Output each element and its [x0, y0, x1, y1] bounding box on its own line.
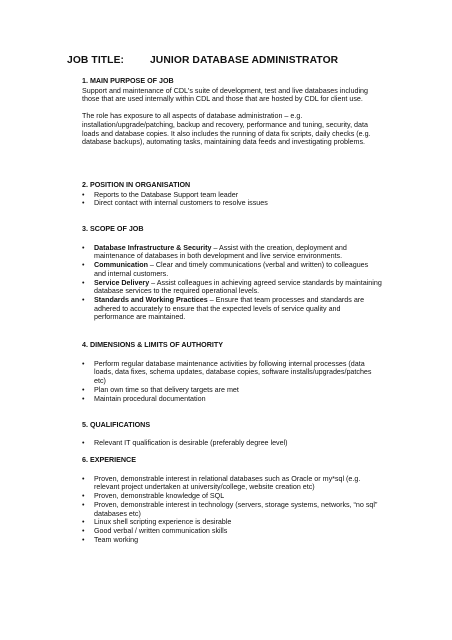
list-item: • Perform regular database maintenance activities by following internal processes (data loads, data fixes, schema updates, database copies, software installs/upgrades/patches etc) — [82, 360, 382, 386]
list-item: • Maintain procedural documentation — [82, 395, 382, 404]
item-text: – Assist colleagues in achieving agreed service standards by maintaining database services to the required operational levels. — [94, 278, 382, 296]
paragraph: The role has exposure to all aspects of database administration – e.g. installation/upgrade/patching, backup and recovery, performance and tuning, security, data loads and database copies. It also includes the running of data fix scripts, daily checks (e.g. database backups), automating tasks, maintaining data feeds and investigating problems. — [82, 112, 371, 147]
item-text: – Assist with the creation, deployment and maintenance of databases in both development and live service environments. — [94, 243, 347, 261]
list-item — [82, 279, 382, 296]
section-heading: 4. DIMENSIONS & LIMITS OF AUTHORITY — [82, 341, 223, 349]
job-title-label: JOB TITLE: — [67, 55, 125, 66]
section-experience — [82, 456, 382, 544]
item-title: Communication — [94, 261, 148, 270]
section-heading: 3. SCOPE OF JOB — [82, 225, 144, 233]
job-title-value: JUNIOR DATABASE ADMINISTRATOR — [149, 55, 339, 66]
section-heading: 6. EXPERIENCE — [82, 456, 136, 464]
list-item: • Reports to the Database Support team leader — [82, 191, 382, 200]
list-item: • Good verbal / written communication skills — [82, 527, 382, 536]
item-text: – Clear and timely communications (verbal and written) to colleagues and internal customers. — [94, 261, 369, 278]
section-heading: 2. POSITION IN ORGANISATION — [82, 181, 191, 189]
item-title: Database Infrastructure & Security — [94, 243, 212, 252]
item-title: Service Delivery — [94, 278, 150, 287]
list-item — [82, 296, 382, 322]
list-item: • Plan own time so that delivery targets are met — [82, 386, 382, 395]
list-item: • Proven, demonstrable knowledge of SQL — [82, 492, 382, 501]
list-item: • Relevant IT qualification is desirable (preferably degree level) — [82, 439, 382, 448]
item-text: – Ensure that team processes and standards are adhered to accurately to ensure that the expected levels of service quality and performance are maintained. — [94, 295, 365, 322]
job-title-row — [67, 55, 338, 66]
section-position — [82, 181, 382, 208]
list-item: • Team working — [82, 536, 382, 545]
section-heading: 5. QUALIFICATIONS — [82, 421, 151, 429]
section-scope — [82, 225, 382, 322]
list-item: • Proven, demonstrable interest in relational databases such as Oracle or my*sql (e.g. relevant project undertaken at university/college, website creation etc) — [82, 475, 382, 492]
list-item — [82, 244, 382, 261]
list-item: • Direct contact with internal customers to resolve issues — [82, 199, 382, 208]
paragraph: Support and maintenance of CDL's suite of development, test and live databases including those that are used internally within CDL and those that are hosted by CDL for client use. — [82, 86, 368, 104]
list-item: • Proven, demonstrable interest in technology (servers, storage systems, networks, “no sql” databases etc) — [82, 501, 382, 518]
section-heading: 1. MAIN PURPOSE OF JOB — [82, 77, 174, 85]
item-title: Standards and Working Practices — [94, 295, 208, 304]
section-dimensions — [82, 341, 382, 403]
section-main-purpose — [82, 77, 382, 155]
list-item: • Linux shell scripting experience is desirable — [82, 518, 382, 527]
section-qualifications — [82, 421, 382, 447]
list-item — [82, 261, 382, 278]
